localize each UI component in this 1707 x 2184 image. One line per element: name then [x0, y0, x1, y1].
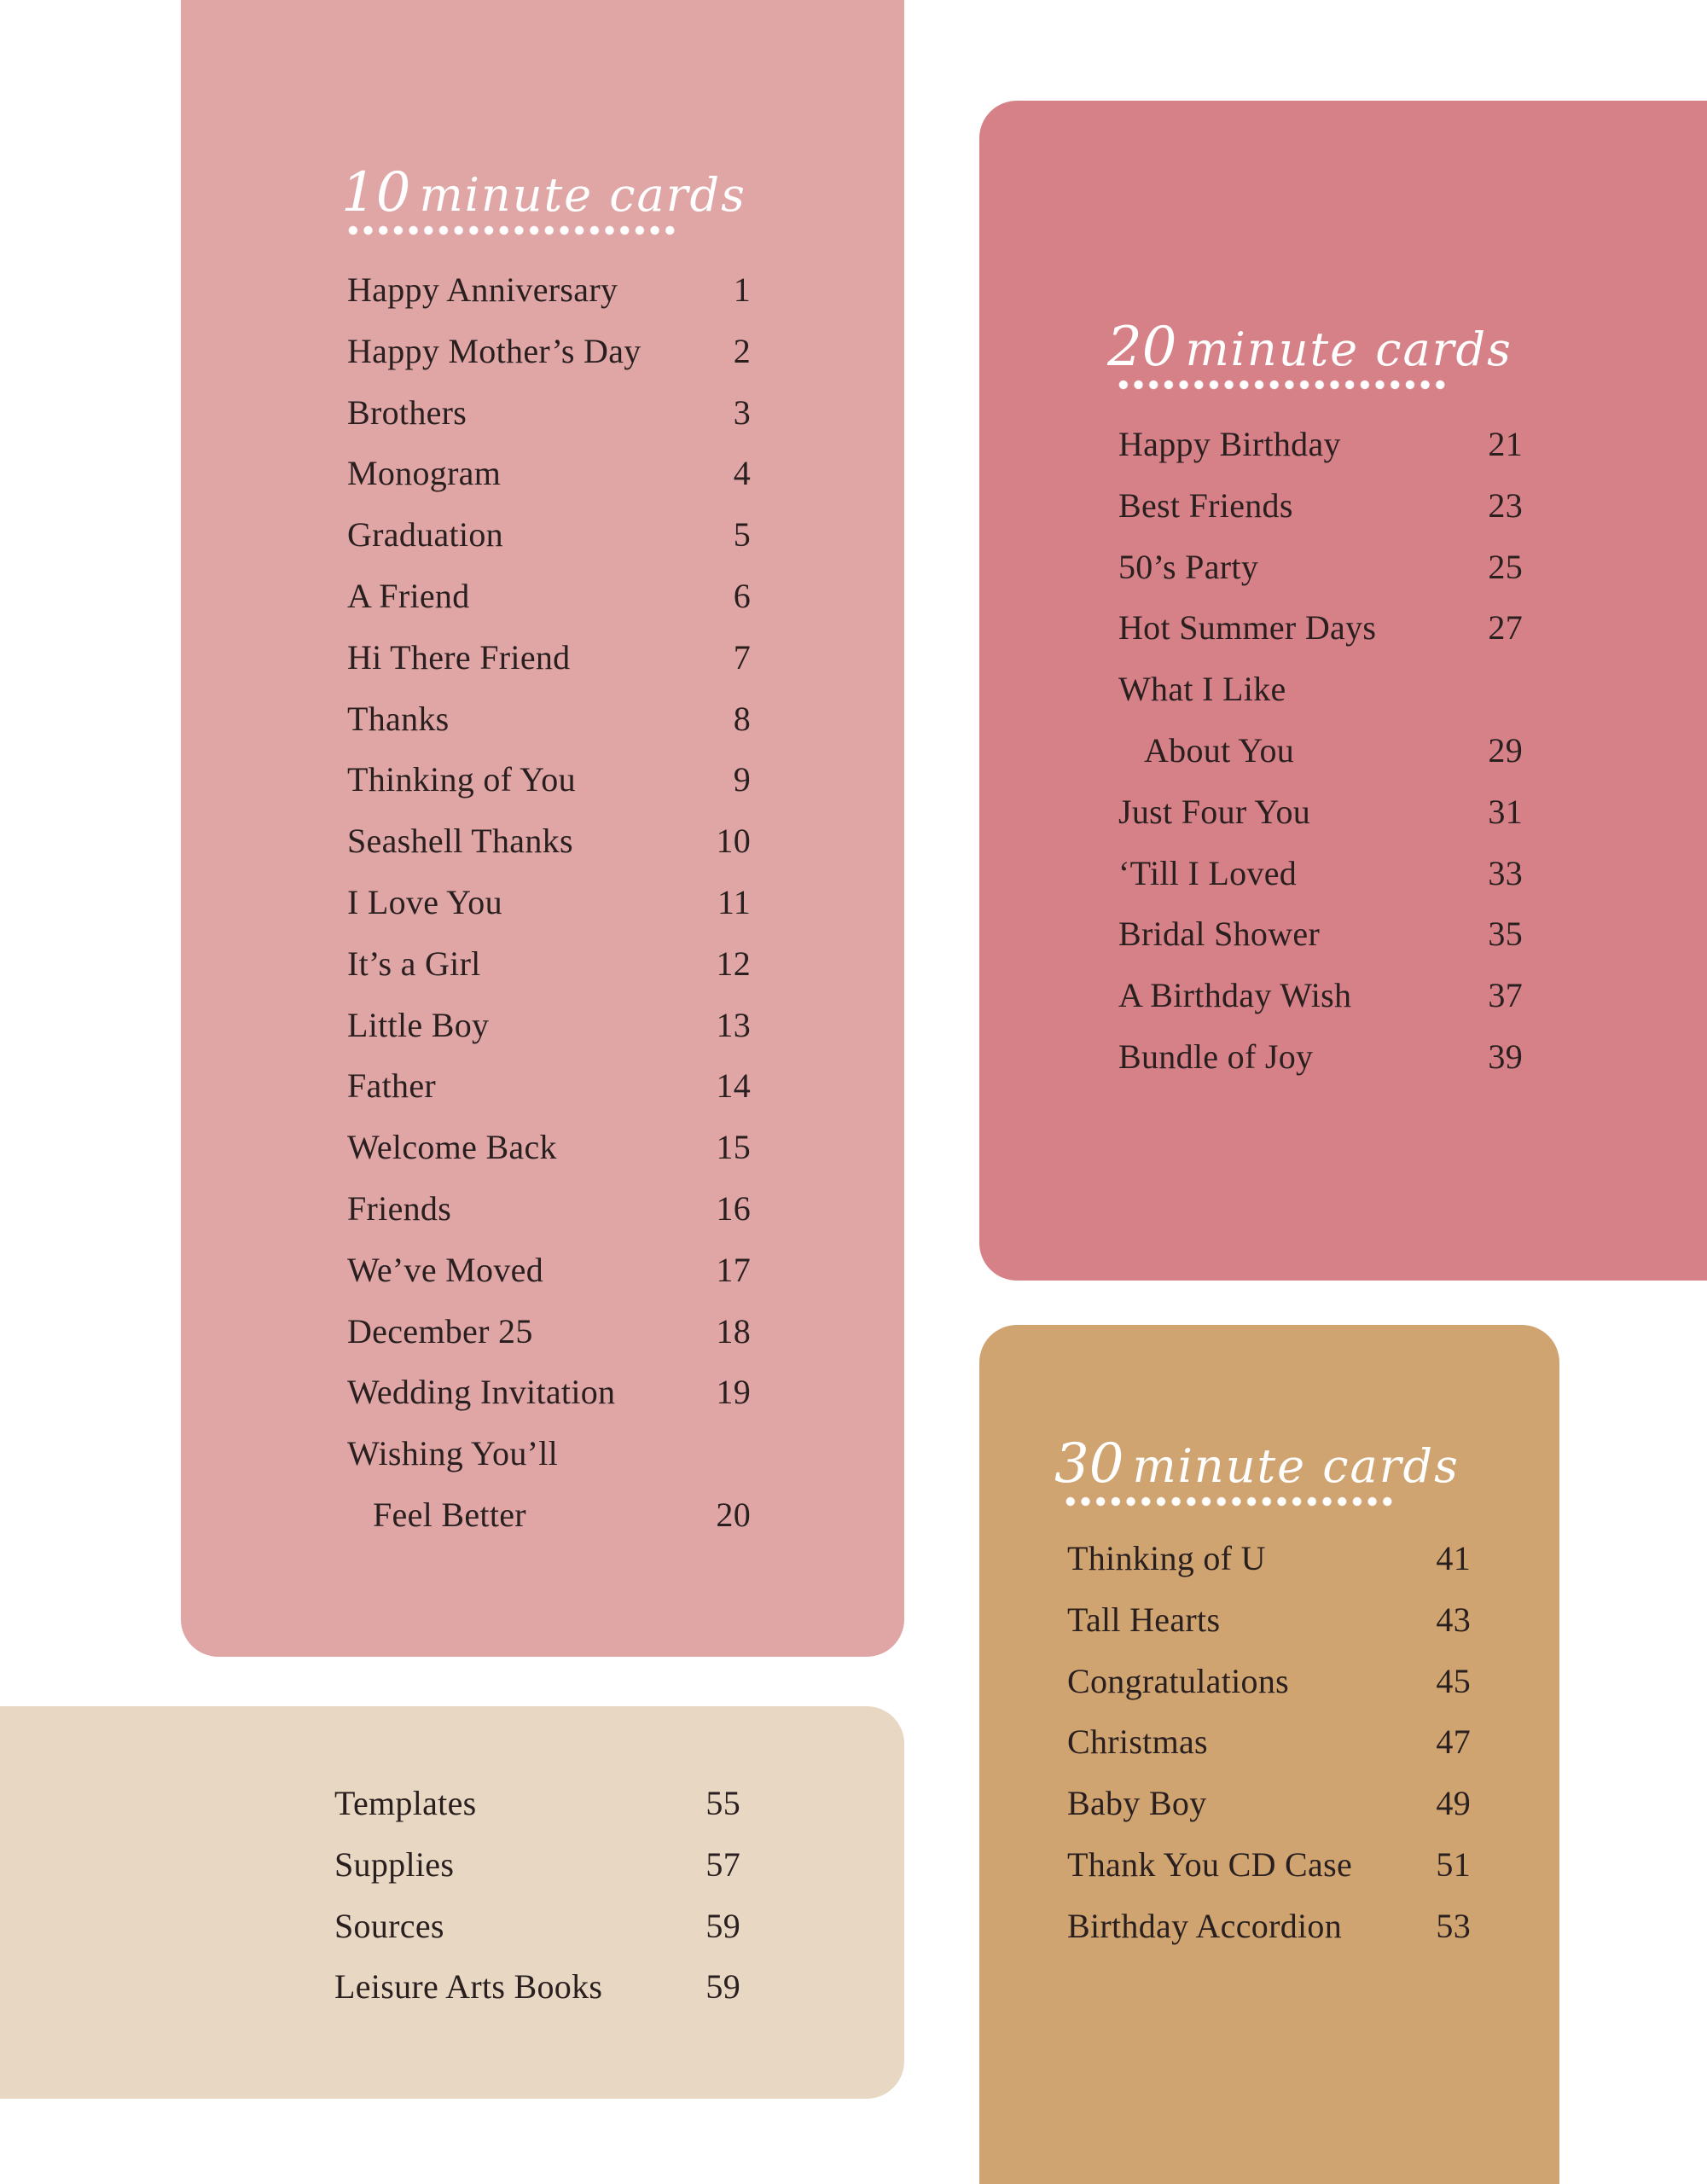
- toc-entry-title: Bundle of Joy: [1118, 1037, 1314, 1076]
- toc-entry-title: Christmas: [1067, 1722, 1208, 1762]
- toc-entry-a-friend[interactable]: [347, 576, 751, 637]
- toc-entry-page: 1: [733, 270, 751, 309]
- toc-entry-title: December 25: [347, 1311, 533, 1350]
- toc-entry-title: Bridal Shower: [1118, 915, 1321, 954]
- ten-minute-heading: [341, 161, 746, 224]
- toc-entry-title: Happy Mother’s Day: [347, 331, 642, 370]
- toc-entry-page: 11: [717, 882, 751, 921]
- toc-entry-50s-party[interactable]: [1118, 547, 1523, 608]
- toc-entry-happy-birthday[interactable]: [1118, 424, 1523, 485]
- toc-entry-december-25[interactable]: [347, 1311, 751, 1373]
- toc-entry-page: 10: [716, 822, 751, 861]
- toc-entry-page: 53: [1436, 1906, 1471, 1945]
- toc-entry-page: 59: [705, 1967, 740, 2007]
- toc-entry-title: Birthday Accordion: [1067, 1906, 1343, 1945]
- toc-entry-page: 9: [733, 760, 751, 799]
- toc-entry-page: 49: [1436, 1784, 1471, 1823]
- toc-entry-feel-better[interactable]: [347, 1495, 751, 1556]
- toc-entry-title: Thinking of You: [347, 760, 576, 799]
- toc-entry-title: Seashell Thanks: [347, 822, 573, 861]
- toc-entry-page: 57: [705, 1844, 740, 1884]
- toc-entry-bridal-shower[interactable]: [1118, 914, 1523, 975]
- toc-entry-title: Happy Anniversary: [347, 270, 618, 309]
- twenty-minute-cards-list: [1118, 424, 1523, 1098]
- toc-entry-title: Father: [347, 1066, 436, 1106]
- ten-minute-heading-dots: [345, 225, 677, 235]
- toc-entry-baby-boy[interactable]: [1067, 1783, 1471, 1844]
- toc-entry-thinking-of-you[interactable]: [347, 759, 751, 821]
- toc-entry-title: Wedding Invitation: [347, 1373, 616, 1412]
- toc-entry-title: Welcome Back: [347, 1128, 557, 1167]
- toc-entry-title: Baby Boy: [1067, 1784, 1207, 1823]
- toc-entry-title: It’s a Girl: [347, 944, 481, 983]
- toc-entry-page: 45: [1436, 1661, 1471, 1700]
- toc-entry-page: 35: [1488, 915, 1523, 954]
- toc-entry-till-i-loved[interactable]: [1118, 853, 1523, 915]
- toc-entry-page: 15: [716, 1128, 751, 1167]
- ten-minute-cards-list: [347, 270, 751, 1556]
- toc-entry-page: 16: [716, 1188, 751, 1228]
- toc-entry-title: Wishing You’ll: [347, 1434, 559, 1473]
- twenty-minute-heading: [1107, 316, 1512, 379]
- toc-entry-page: 29: [1488, 730, 1523, 770]
- toc-entry-title: A Friend: [347, 576, 470, 615]
- toc-entry-page: 47: [1436, 1722, 1471, 1762]
- toc-entry-page: 8: [733, 699, 751, 738]
- toc-entry-i-love-you[interactable]: [347, 882, 751, 944]
- toc-entry-title: Hi There Friend: [347, 637, 571, 677]
- toc-entry-weve-moved[interactable]: [347, 1250, 751, 1311]
- toc-entry-page: 4: [733, 454, 751, 493]
- thirty-minute-heading-text: minute cards: [1132, 1439, 1460, 1493]
- toc-entry-happy-mothers-day[interactable]: [347, 331, 751, 392]
- toc-entry-title: We’ve Moved: [347, 1250, 543, 1289]
- toc-entry-hot-summer-days[interactable]: [1118, 607, 1523, 669]
- toc-entry-title: Monogram: [347, 454, 502, 493]
- back-matter-list: [334, 1783, 740, 2028]
- toc-entry-page: 7: [733, 637, 751, 677]
- toc-entry-page: 2: [733, 331, 751, 370]
- toc-entry-thanks[interactable]: [347, 699, 751, 760]
- toc-entry-monogram[interactable]: [347, 453, 751, 514]
- toc-entry-just-four-you[interactable]: [1118, 792, 1523, 853]
- toc-entry-title: Thanks: [347, 699, 450, 738]
- toc-entry-title: Congratulations: [1067, 1661, 1290, 1700]
- toc-entry-title: Thinking of U: [1067, 1539, 1266, 1577]
- toc-entry-page: 41: [1436, 1539, 1471, 1577]
- twenty-minute-heading-text: minute cards: [1185, 322, 1512, 376]
- toc-entry-tall-hearts[interactable]: [1067, 1600, 1471, 1661]
- toc-entry-title: ‘Till I Loved: [1118, 853, 1298, 892]
- toc-entry-page: 19: [716, 1373, 751, 1412]
- toc-entry-title: Sources: [334, 1906, 444, 1945]
- toc-entry-title: What I Like: [1118, 670, 1286, 709]
- toc-entry-templates[interactable]: [334, 1783, 740, 1844]
- twenty-minute-heading-number: 20: [1107, 316, 1177, 379]
- toc-entry-supplies[interactable]: [334, 1844, 740, 1906]
- toc-entry-page: 31: [1488, 792, 1523, 831]
- toc-entry-a-birthday-wish[interactable]: [1118, 975, 1523, 1037]
- toc-entry-title: Friends: [347, 1188, 452, 1228]
- toc-entry-page: 55: [705, 1784, 740, 1822]
- toc-entry-title: 50’s Party: [1118, 547, 1259, 586]
- toc-entry-page: 51: [1436, 1844, 1471, 1884]
- toc-entry-page: 14: [716, 1066, 751, 1106]
- toc-entry-best-friends[interactable]: [1118, 485, 1523, 547]
- toc-entry-title: About You: [1144, 730, 1295, 770]
- toc-entry-wishing-youll[interactable]: [347, 1433, 751, 1495]
- ten-minute-heading-text: minute cards: [419, 168, 746, 222]
- toc-entry-leisure-arts-books[interactable]: [334, 1966, 740, 2028]
- toc-entry-sources[interactable]: [334, 1906, 740, 1967]
- toc-entry-page: 6: [733, 576, 751, 615]
- toc-entry-page: 17: [716, 1250, 751, 1289]
- toc-entry-page: 21: [1488, 425, 1523, 463]
- toc-entry-page: 12: [716, 944, 751, 983]
- toc-entry-page: 3: [733, 392, 751, 432]
- toc-entry-title: Little Boy: [347, 1005, 490, 1044]
- toc-entry-graduation[interactable]: [347, 514, 751, 576]
- toc-entry-page: 20: [716, 1495, 751, 1534]
- toc-entry-welcome-back[interactable]: [347, 1127, 751, 1188]
- toc-entry-title: Just Four You: [1118, 792, 1311, 831]
- toc-entry-page: 18: [716, 1311, 751, 1350]
- toc-entry-what-i-like[interactable]: [1118, 669, 1523, 730]
- toc-entry-page: 39: [1488, 1037, 1523, 1076]
- toc-entry-little-boy[interactable]: [347, 1005, 751, 1066]
- toc-entry-page: 33: [1488, 853, 1523, 892]
- toc-entry-title: Tall Hearts: [1067, 1600, 1221, 1639]
- toc-entry-seashell-thanks[interactable]: [347, 821, 751, 882]
- thirty-minute-heading: [1054, 1432, 1460, 1496]
- thirty-minute-heading-number: 30: [1054, 1432, 1124, 1496]
- toc-entry-page: 59: [705, 1906, 740, 1945]
- toc-entry-wedding-invitation[interactable]: [347, 1372, 751, 1433]
- toc-entry-page: 13: [716, 1005, 751, 1044]
- toc-entry-friends[interactable]: [347, 1188, 751, 1250]
- toc-entry-title: Feel Better: [373, 1495, 526, 1534]
- toc-entry-title: A Birthday Wish: [1118, 976, 1352, 1015]
- toc-entry-title: Supplies: [334, 1844, 455, 1884]
- toc-entry-congratulations[interactable]: [1067, 1661, 1471, 1722]
- thirty-minute-heading-dots: [1063, 1496, 1395, 1507]
- toc-entry-title: Templates: [334, 1784, 477, 1822]
- toc-entry-title: Happy Birthday: [1118, 425, 1341, 463]
- toc-entry-title: Leisure Arts Books: [334, 1967, 603, 2007]
- twenty-minute-heading-dots: [1116, 380, 1448, 390]
- toc-entry-title: Thank You CD Case: [1067, 1844, 1353, 1884]
- toc-entry-thinking-of-u[interactable]: [1067, 1538, 1471, 1600]
- toc-entry-page: 25: [1488, 547, 1523, 586]
- toc-entry-title: Best Friends: [1118, 485, 1293, 525]
- toc-entry-title: Hot Summer Days: [1118, 608, 1377, 648]
- toc-entry-page: 5: [733, 515, 751, 555]
- toc-entry-about-you[interactable]: [1118, 730, 1523, 792]
- toc-entry-thank-you-cd-case[interactable]: [1067, 1844, 1471, 1906]
- toc-entry-birthday-accordion[interactable]: [1067, 1906, 1471, 1967]
- toc-entry-bundle-of-joy[interactable]: [1118, 1037, 1523, 1098]
- toc-entry-hi-there-friend[interactable]: [347, 637, 751, 699]
- toc-entry-happy-anniversary[interactable]: [347, 270, 751, 331]
- toc-entry-christmas[interactable]: [1067, 1722, 1471, 1783]
- toc-entry-page: 23: [1488, 485, 1523, 525]
- ten-minute-heading-number: 10: [341, 161, 411, 224]
- toc-entry-page: 43: [1436, 1600, 1471, 1639]
- toc-entry-page: 37: [1488, 976, 1523, 1015]
- toc-entry-father[interactable]: [347, 1066, 751, 1127]
- toc-entry-its-a-girl[interactable]: [347, 944, 751, 1005]
- toc-entry-title: I Love You: [347, 882, 502, 921]
- toc-entry-title: Brothers: [347, 392, 467, 432]
- thirty-minute-cards-list: [1067, 1538, 1471, 1967]
- toc-entry-brothers[interactable]: [347, 392, 751, 454]
- toc-entry-title: Graduation: [347, 515, 503, 555]
- toc-entry-page: 27: [1488, 608, 1523, 648]
